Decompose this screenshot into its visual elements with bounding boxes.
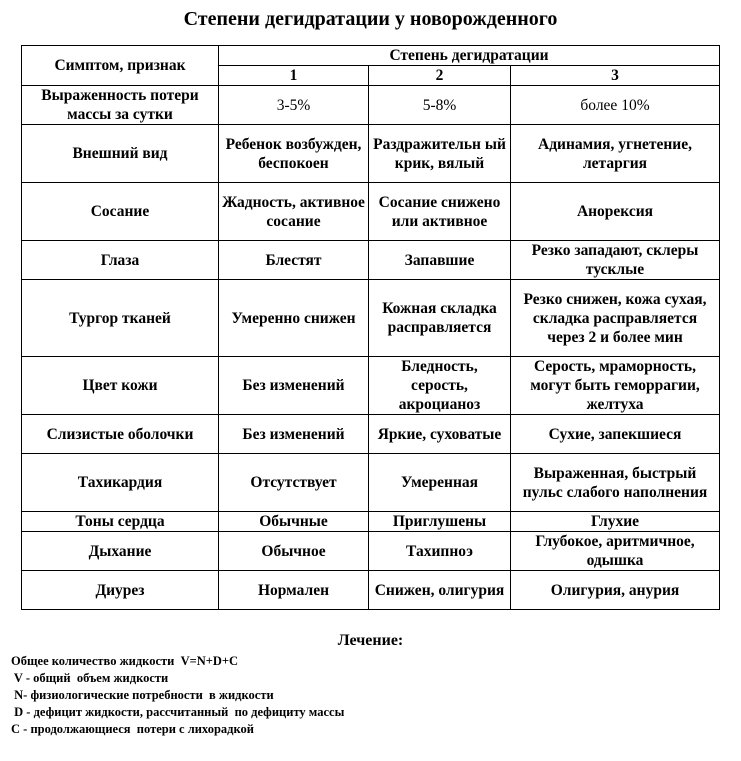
degree-3-cell: Олигурия, анурия: [511, 571, 720, 610]
symptom-cell: Слизистые оболочки: [22, 415, 219, 454]
degree-header: Степень дегидратации: [219, 46, 720, 66]
degree-1-cell: Жадность, активное сосание: [219, 183, 369, 241]
degree-2-cell: 5-8%: [369, 86, 511, 125]
degree-3-cell: Резко снижен, кожа сухая, складка расправляется через 2 и более мин: [511, 280, 720, 357]
degree-3-cell: Адинамия, угнетение, летаргия: [511, 125, 720, 183]
table-row: [22, 86, 720, 125]
degree-1-cell: 3-5%: [219, 86, 369, 125]
symptom-cell: Тургор тканей: [22, 280, 219, 357]
table-row: [22, 454, 720, 512]
degree-1-cell: Без изменений: [219, 357, 369, 415]
treatment-line-ongoing: C - продолжающиеся потери с лихорадкой: [11, 722, 254, 736]
degree-1-cell: Нормален: [219, 571, 369, 610]
degree-3-cell: Анорексия: [511, 183, 720, 241]
table-row: [22, 415, 720, 454]
symptom-cell: Выраженность потери массы за сутки: [22, 86, 219, 125]
page-title: Степени дегидратации у новорожденного: [183, 8, 558, 30]
degree-1-cell: Без изменений: [219, 415, 369, 454]
treatment-line-total: Общее количество жидкости V=N+D+C: [11, 654, 239, 668]
symptom-cell: Глаза: [22, 241, 219, 280]
table-row: [22, 532, 720, 571]
symptom-cell: Внешний вид: [22, 125, 219, 183]
symptom-cell: Тоны сердца: [22, 512, 219, 532]
symptom-cell: Цвет кожи: [22, 357, 219, 415]
degree-1-cell: Отсутствует: [219, 454, 369, 512]
degree-3-cell: Серость, мраморность, могут быть геморрагии, желтуха: [511, 357, 720, 415]
degree-1-cell: Обычное: [219, 532, 369, 571]
degree-2-cell: Тахипноэ: [369, 532, 511, 571]
symptom-cell: Сосание: [22, 183, 219, 241]
degree-2-cell: Умеренная: [369, 454, 511, 512]
degree-2-cell: Раздражительн ый крик, вялый: [369, 125, 511, 183]
degree-3-cell: более 10%: [511, 86, 720, 125]
treatment-line-volume: V - общий объем жидкости: [11, 671, 169, 685]
symptom-cell: Диурез: [22, 571, 219, 610]
degree-2-cell: Запавшие: [369, 241, 511, 280]
table-row: [22, 571, 720, 610]
degree-3-cell: Выраженная, быстрый пульс слабого наполнения: [511, 454, 720, 512]
degree-2-cell: Сосание снижено или активное: [369, 183, 511, 241]
table-row: [22, 280, 720, 357]
degree-3-cell: Резко западают, склеры тусклые: [511, 241, 720, 280]
table-row: [22, 183, 720, 241]
degree-3-header: 3: [511, 66, 720, 86]
dehydration-table: [21, 45, 720, 610]
degree-1-cell: Ребенок возбужден, беспокоен: [219, 125, 369, 183]
degree-1-header: 1: [219, 66, 369, 86]
degree-3-cell: Глубокое, аритмичное, одышка: [511, 532, 720, 571]
symptom-header: Симптом, признак: [22, 46, 219, 86]
treatment-line-physiological: N- физиологические потребности в жидкости: [11, 688, 274, 702]
degree-3-cell: Сухие, запекшиеся: [511, 415, 720, 454]
table-row: [22, 357, 720, 415]
degree-1-cell: Умеренно снижен: [219, 280, 369, 357]
degree-2-cell: Приглушены: [369, 512, 511, 532]
degree-1-cell: Обычные: [219, 512, 369, 532]
treatment-line-deficit: D - дефицит жидкости, рассчитанный по дефициту массы: [11, 705, 345, 719]
degree-2-cell: Снижен, олигурия: [369, 571, 511, 610]
degree-2-cell: Бледность, серость, акроцианоз: [369, 357, 511, 415]
degree-2-cell: Яркие, суховатые: [369, 415, 511, 454]
degree-2-header: 2: [369, 66, 511, 86]
degree-3-cell: Глухие: [511, 512, 720, 532]
symptom-cell: Дыхание: [22, 532, 219, 571]
degree-1-cell: Блестят: [219, 241, 369, 280]
symptom-cell: Тахикардия: [22, 454, 219, 512]
treatment-title: Лечение:: [337, 632, 404, 649]
table-row: [22, 241, 720, 280]
table-row: [22, 125, 720, 183]
degree-2-cell: Кожная складка расправляется: [369, 280, 511, 357]
table-row: [22, 512, 720, 532]
